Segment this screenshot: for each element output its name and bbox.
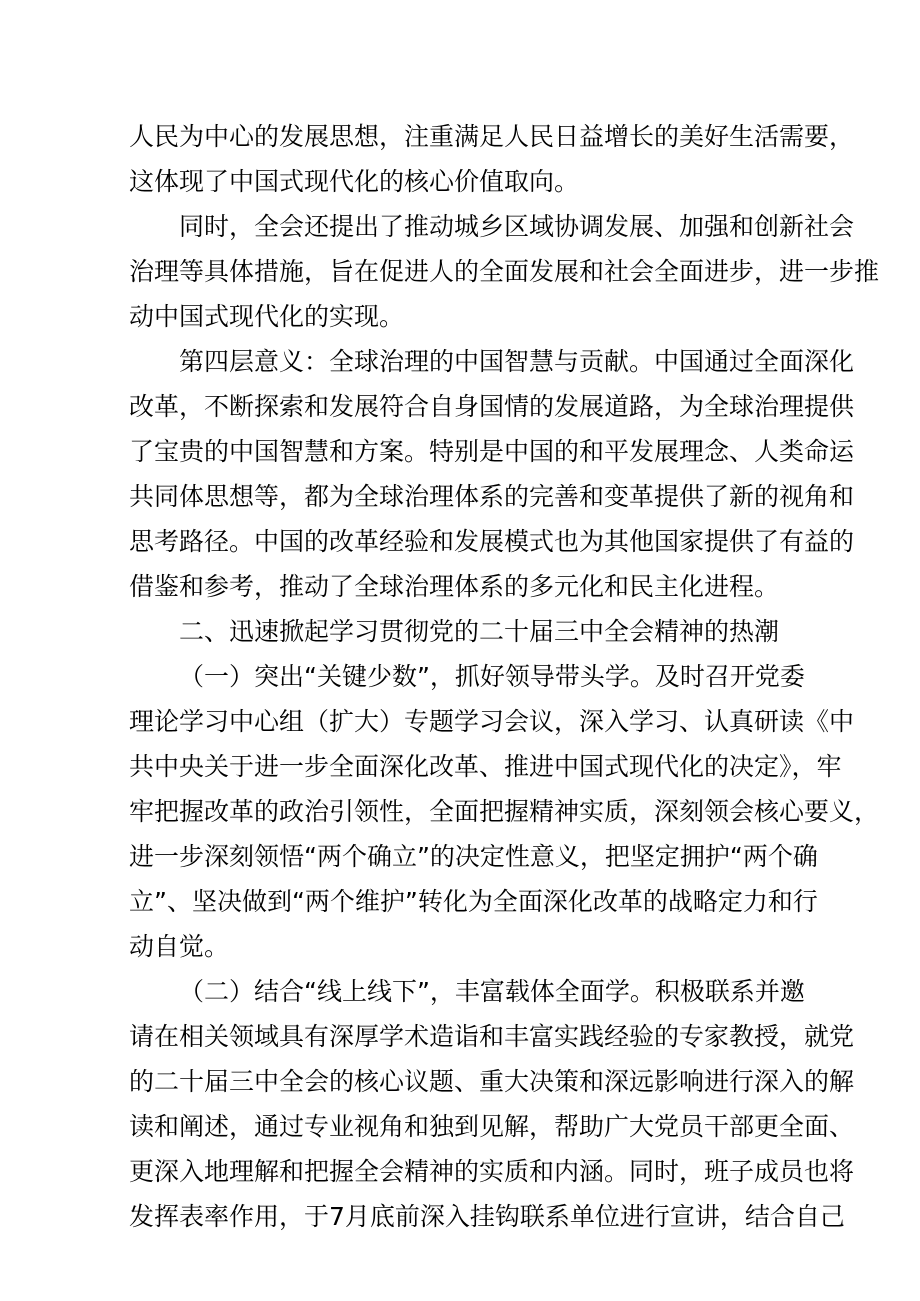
text-line: 牢把握改革的政治引领性，全面把握精神实质，深刻领会核心要义， [129, 797, 880, 826]
text-line: 进一步深刻领悟“两个确立”的决定性意义，把坚定拥护“两个确 [129, 842, 818, 871]
text-line: 的二十届三中全会的核心议题、重大决策和深远影响进行深入的解 [129, 1067, 855, 1096]
text-line: 这体现了中国式现代化的核心价值取向。 [129, 167, 580, 196]
text-line: 改革，不断探索和发展符合自身国情的发展道路，为全球治理提供 [129, 392, 855, 421]
paragraph-first-line: （二）结合“线上线下”，丰富载体全面学。积极联系并邀 [179, 977, 805, 1006]
text-line: 动中国式现代化的实现。 [129, 302, 405, 331]
text-line: 发挥表率作用，于7月底前深入挂钩联系单位进行宣讲，结合自己 [129, 1202, 845, 1231]
paragraph-first-line: 第四层意义：全球治理的中国智慧与贡献。中国通过全面深化 [179, 347, 855, 376]
text-line: 人民为中心的发展思想，注重满足人民日益增长的美好生活需要， [129, 122, 855, 151]
text-line: 动自觉。 [129, 932, 230, 961]
text-line: 读和阐述，通过专业视角和独到见解，帮助广大党员干部更全面、 [129, 1112, 855, 1141]
text-line: 借鉴和参考，推动了全球治理体系的多元化和民主化进程。 [129, 572, 780, 601]
text-line: 治理等具体措施，旨在促进人的全面发展和社会全面进步，进一步推 [129, 257, 880, 286]
section-heading: 二、迅速掀起学习贯彻党的二十届三中全会精神的热潮 [179, 617, 780, 646]
text-line: 请在相关领域具有深厚学术造诣和丰富实践经验的专家教授，就党 [129, 1022, 855, 1051]
text-line: 共同体思想等，都为全球治理体系的完善和变革提供了新的视角和 [129, 482, 855, 511]
paragraph-first-line: 同时，全会还提出了推动城乡区域协调发展、加强和创新社会 [179, 212, 855, 241]
text-line: 立”、坚决做到“两个维护”转化为全面深化改革的战略定力和行 [129, 887, 818, 916]
paragraph-first-line: （一）突出“关键少数”，抓好领导带头学。及时召开党委 [179, 662, 805, 691]
text-line: 思考路径。中国的改革经验和发展模式也为其他国家提供了有益的 [129, 527, 855, 556]
text-line: 理论学习中心组（扩大）专题学习会议，深入学习、认真研读《中 [129, 707, 855, 736]
text-line: 了宝贵的中国智慧和方案。特别是中国的和平发展理念、人类命运 [129, 437, 855, 466]
text-line: 共中央关于进一步全面深化改革、推进中国式现代化的决定》，牢 [129, 752, 842, 781]
text-line: 更深入地理解和把握全会精神的实质和内涵。同时，班子成员也将 [129, 1157, 855, 1186]
